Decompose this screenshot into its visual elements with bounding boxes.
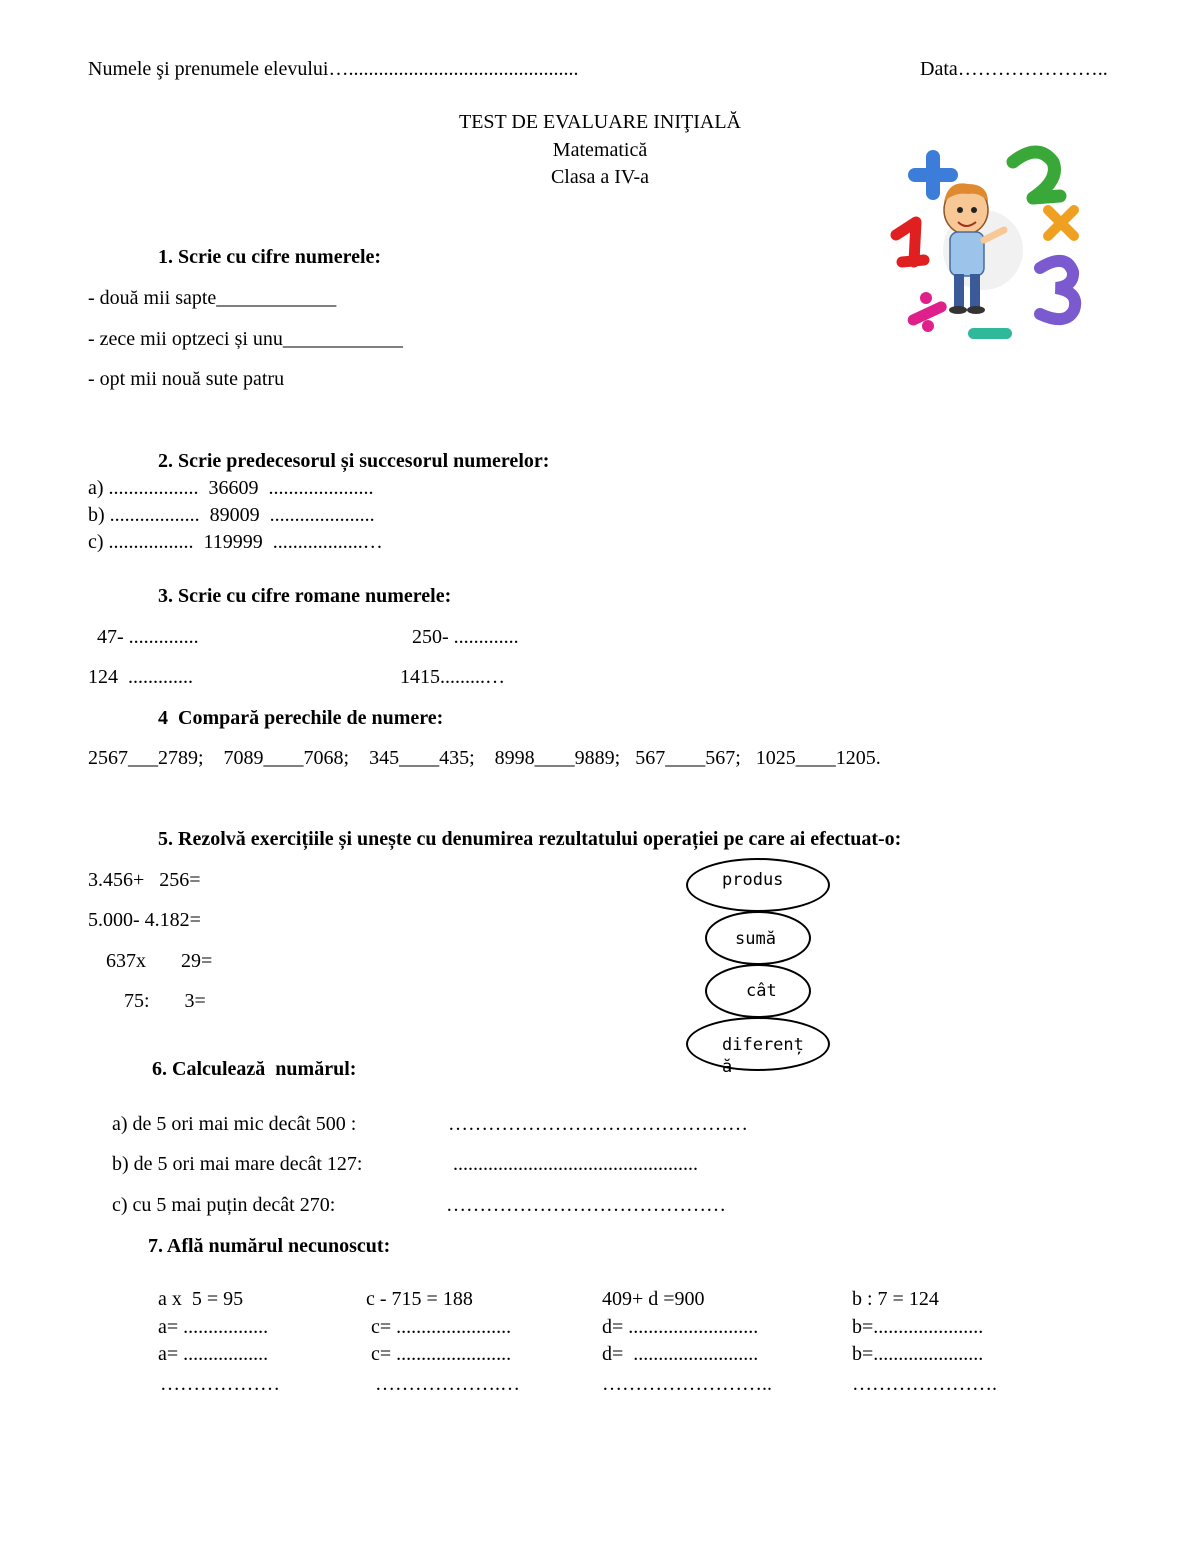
ex5-operation[interactable]: 3.456+ 256= [88, 869, 201, 891]
oval-label: diferenț ă [722, 1035, 804, 1077]
minus-icon [968, 328, 1012, 339]
grade-title: Clasa a IV-a [550, 166, 650, 188]
ex3-item[interactable]: 250- ............. [412, 626, 524, 648]
ex3-item[interactable]: 47- .............. [92, 626, 199, 648]
three-icon [1040, 261, 1075, 319]
ex3-item[interactable]: 124 ............. [88, 666, 193, 688]
ex7-equation: a x 5 = 95 [158, 1288, 244, 1310]
ex3-item[interactable]: 1415.........… [400, 666, 505, 688]
ex4-heading: 4 Compară perechile de numere: [158, 707, 444, 729]
one-icon [896, 222, 924, 262]
ex5-operation[interactable]: 75: 3= [124, 990, 206, 1012]
ex6-item-blank[interactable]: ……………………………………… [448, 1113, 748, 1135]
ex7-answer-line[interactable]: d= ......................... [602, 1343, 759, 1365]
student-name-line[interactable]: Numele şi prenumele elevului….............................................. [88, 58, 579, 80]
math-boy-illustration-icon [888, 140, 1108, 355]
ex7-answer-line[interactable]: ……………….… [370, 1373, 520, 1395]
ex7-answer-line[interactable]: c= ....................... [366, 1343, 512, 1365]
ex4-compare-line[interactable]: 2567___2789; 7089____7068; 345____435; 8998____9889; 567____567; 1025____1205. [88, 747, 881, 769]
ex1-heading: 1. Scrie cu cifre numerele: [158, 246, 382, 268]
ex7-equation: b : 7 = 124 [852, 1288, 939, 1310]
ex6-heading: 6. Calculează numărul: [152, 1058, 357, 1080]
boy-icon [943, 183, 1023, 314]
ex7-equation: 409+ d =900 [602, 1288, 705, 1310]
ex7-heading: 7. Află numărul necunoscut: [148, 1235, 391, 1257]
times-icon [1048, 210, 1074, 236]
ex6-item-blank[interactable]: ................................................. [453, 1153, 698, 1175]
ex7-answer-line[interactable]: a= ................. [158, 1316, 269, 1338]
oval-label: cât [746, 981, 777, 1001]
divide-icon [906, 292, 949, 332]
ex7-answer-line[interactable]: …………………….. [602, 1373, 772, 1395]
ex6-item-label: b) de 5 ori mai mare decât 127: [112, 1153, 363, 1175]
ex5-heading: 5. Rezolvă exercițiile și unește cu denumirea rezultatului operației pe care ai efectuat-o: [158, 828, 902, 850]
ex7-equation: c - 715 = 188 [366, 1288, 473, 1310]
ex7-answer-line[interactable]: ……………… [160, 1373, 280, 1395]
ex2-heading: 2. Scrie predecesorul și succesorul numerelor: [158, 450, 550, 472]
oval-label: produs [722, 870, 784, 890]
ex6-item-blank[interactable]: …………………………………… [446, 1194, 726, 1216]
ex6-item-label: a) de 5 ori mai mic decât 500 : [112, 1113, 357, 1135]
ex7-answer-line[interactable]: d= .......................... [602, 1316, 759, 1338]
ex7-answer-line[interactable]: …………………. [852, 1373, 997, 1395]
oval-label: sumă [735, 929, 776, 949]
ex2-item[interactable]: c) ................. 119999 ..................… [88, 531, 383, 553]
ex6-item-label: c) cu 5 mai puțin decât 270: [112, 1194, 336, 1216]
ex5-operation[interactable]: 637x 29= [106, 950, 213, 972]
date-line[interactable]: Data………………….. [920, 58, 1108, 80]
ex7-answer-line[interactable]: b=...................... [852, 1316, 984, 1338]
two-icon [1013, 152, 1060, 198]
ex3-heading: 3. Scrie cu cifre romane numerele: [158, 585, 452, 607]
ex1-item[interactable]: - două mii sapte____________ [88, 287, 337, 309]
ex2-item[interactable]: b) .................. 89009 ..................... [88, 504, 375, 526]
test-title: TEST DE EVALUARE INIŢIALĂ [458, 111, 741, 133]
ex2-item[interactable]: a) .................. 36609 ..................... [88, 477, 374, 499]
subject-title: Matematică [552, 139, 648, 161]
ex7-answer-line[interactable]: a= ................. [158, 1343, 269, 1365]
ex1-item[interactable]: - opt mii nouă sute patru [88, 368, 285, 390]
ex7-answer-line[interactable]: c= ....................... [366, 1316, 512, 1338]
ex5-operation[interactable]: 5.000- 4.182= [88, 909, 201, 931]
ex1-item[interactable]: - zece mii optzeci și unu____________ [88, 328, 403, 350]
ex7-answer-line[interactable]: b=...................... [852, 1343, 984, 1365]
